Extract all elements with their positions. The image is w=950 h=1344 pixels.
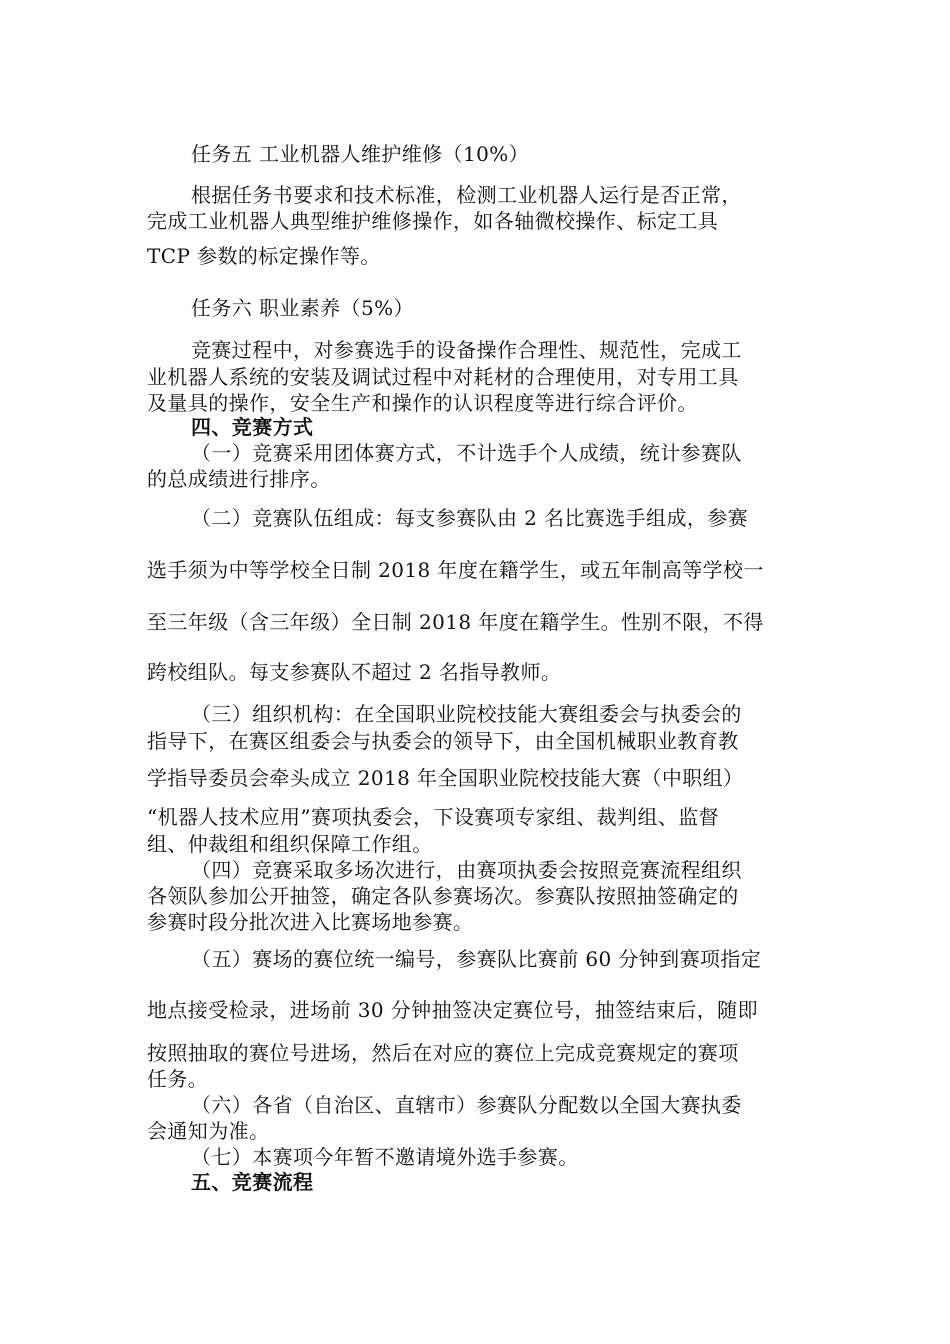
item-1-line-1: （一）竞赛采用团体赛方式，不计选手个人成绩，统计参赛队 xyxy=(191,441,742,465)
item-1-line-2: 的总成绩进行排序。 xyxy=(147,467,331,491)
item-5-line-1: （五）赛场的赛位统一编号，参赛队比赛前 60 分钟到赛项指定 xyxy=(191,947,762,971)
item-6-line-1: （六）各省（自治区、直辖市）参赛队分配数以全国大赛执委 xyxy=(191,1093,742,1117)
item-4-line-1: （四）竞赛采取多场次进行，由赛项执委会按照竞赛流程组织 xyxy=(191,858,742,882)
item-3-line-1: （三）组织机构：在全国职业院校技能大赛组委会与执委会的 xyxy=(191,702,742,726)
task-6-line-3: 及量具的操作，安全生产和操作的认识程度等进行综合评价。 xyxy=(147,391,698,415)
item-3-line-2: 指导下，在赛区组委会与执委会的领导下，由全国机械职业教育教 xyxy=(147,729,739,753)
item-3-line-4: “机器人技术应用”赛项执委会，下设赛项专家组、裁判组、监督 xyxy=(147,805,720,829)
item-5-line-4: 任务。 xyxy=(147,1067,209,1091)
item-6-line-2: 会通知为准。 xyxy=(147,1119,270,1143)
task-6-title: 任务六 职业素养（5%） xyxy=(191,296,414,320)
section-4-heading: 四、竞赛方式 xyxy=(191,415,314,439)
task-6-line-1: 竞赛过程中，对参赛选手的设备操作合理性、规范性，完成工 xyxy=(191,338,742,362)
task-5-line-2: 完成工业机器人典型维护维修操作，如各轴微校操作、标定工具 xyxy=(147,209,719,233)
item-4-line-3: 参赛时段分批次进入比赛场地参赛。 xyxy=(147,910,474,934)
item-7-line-1: （七）本赛项今年暂不邀请境外选手参赛。 xyxy=(191,1145,579,1169)
task-6-line-2: 业机器人系统的安装及调试过程中对耗材的合理使用，对专用工具 xyxy=(147,365,739,389)
item-5-line-3: 按照抽取的赛位号进场，然后在对应的赛位上完成竞赛规定的赛项 xyxy=(147,1041,739,1065)
item-5-line-2: 地点接受检录，进场前 30 分钟抽签决定赛位号，抽签结束后，随即 xyxy=(147,998,758,1022)
section-5-heading: 五、竞赛流程 xyxy=(191,1170,314,1194)
item-2-line-3: 至三年级（含三年级）全日制 2018 年度在籍学生。性别不限，不得 xyxy=(147,610,764,634)
task-5-line-1: 根据任务书要求和技术标准，检测工业机器人运行是否正常， xyxy=(191,183,742,207)
item-4-line-2: 各领队参加公开抽签，确定各队参赛场次。参赛队按照抽签确定的 xyxy=(147,884,739,908)
item-2-line-2: 选手须为中等学校全日制 2018 年度在籍学生，或五年制高等学校一 xyxy=(147,558,764,582)
item-2-line-1: （二）竞赛队伍组成：每支参赛队由 2 名比赛选手组成，参赛 xyxy=(191,506,749,530)
item-3-line-3: 学指导委员会牵头成立 2018 年全国职业院校技能大赛（中职组） xyxy=(147,766,744,790)
task-5-title: 任务五 工业机器人维护维修（10%） xyxy=(191,142,530,166)
task-5-line-3: TCP 参数的标定操作等。 xyxy=(147,244,381,268)
item-2-line-4: 跨校组队。每支参赛队不超过 2 名指导教师。 xyxy=(147,660,562,684)
item-3-line-5: 组、仲裁组和组织保障工作组。 xyxy=(147,832,433,856)
